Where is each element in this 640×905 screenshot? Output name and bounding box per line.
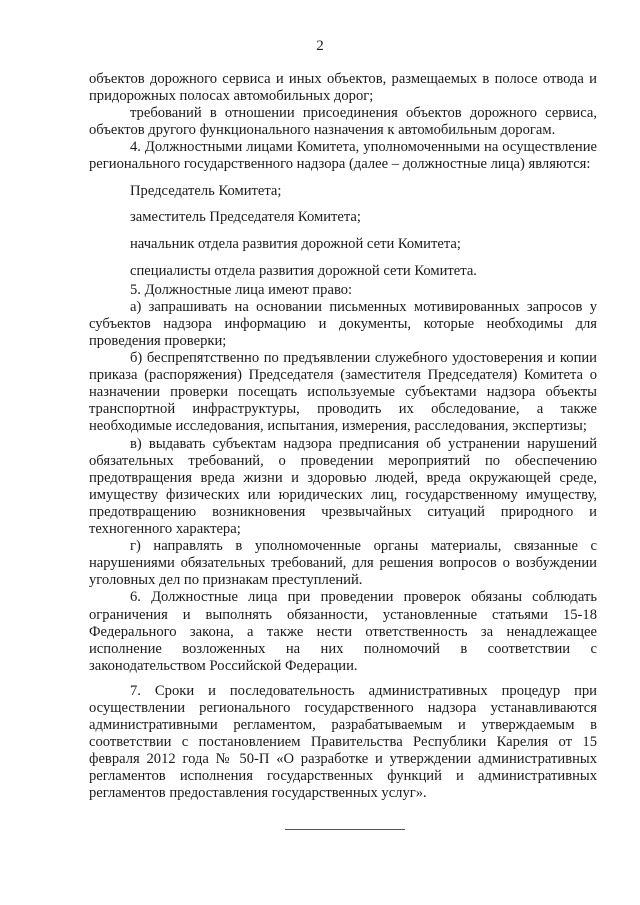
clause-6: 6. Должностные лица при проведении проверок обязаны соблюдать ограничения и выполнять обязанности, установленные статьями 15-18 Федерального закона, а также нести ответственность за ненадлежащее исполнение возложенных на них полномочий в соответствии с законодательством Российской Федерации.	[89, 589, 597, 674]
clause-7: 7. Сроки и последовательность административных процедур при осуществлении регионального государственного надзора устанавливаются административными регламентом, разрабатываемым и утверждаемым в соответствии с постановлением Правительства Республики Карелия от 15 февраля 2012 года № 50-П «О разработке и утверждении административных регламентов исполнения государственных функций и административных регламентов предоставления государственных услуг».	[89, 682, 597, 802]
end-of-text-rule	[285, 829, 405, 830]
official-item: заместитель Председателя Комитета;	[130, 209, 361, 226]
official-item: начальник отдела развития дорожной сети Комитета;	[130, 235, 461, 252]
paragraph-continuation: объектов дорожного сервиса и иных объектов, размещаемых в полосе отвода и придорожных полосах автомобильных дорог;	[89, 71, 597, 105]
officials-list	[89, 183, 597, 280]
official-item: Председатель Комитета;	[130, 182, 282, 199]
paragraph-requirements: требований в отношении присоединения объектов дорожного сервиса, объектов другого функционального назначения к автомобильным дорогам.	[89, 105, 597, 139]
document-body	[89, 71, 597, 803]
right-item-a: а) запрашивать на основании письменных мотивированных запросов у субъектов надзора информацию и документы, которые необходимы для проведения проверки;	[89, 298, 597, 349]
clause-5-heading: 5. Должностные лица имеют право:	[130, 281, 353, 298]
clause-4: 4. Должностными лицами Комитета, уполномоченными на осуществление регионального государственного надзора (далее – должностные лица) являются:	[89, 139, 597, 173]
right-item-v: в) выдавать субъектам надзора предписания об устранении нарушений обязательных требований, о проведении мероприятий по обеспечению предотвращения вреда жизни и здоровью людей, вреда окружающей среде, имуществу физических или юридических лиц, государственному имуществу, предотвращению возникновения чрезвычайных ситуаций природного и техногенного характера;	[89, 435, 597, 538]
page-number: 2	[316, 38, 324, 54]
official-item: специалисты отдела развития дорожной сети Комитета.	[130, 262, 477, 279]
right-item-g: г) направлять в уполномоченные органы материалы, связанные с нарушениями обязательных требований, для решения вопросов о возбуждении уголовных дел по признакам преступлений.	[89, 538, 597, 589]
right-item-b: б) беспрепятственно по предъявлении служебного удостоверения и копии приказа (распоряжения) Председателя (заместителя Председателя) Комитета о назначении проверки посещать используемые субъектами надзора объекты транспортной инфраструктуры, проводить их обследование, а также необходимые исследования, испытания, измерения, расследования, экспертизы;	[89, 350, 597, 435]
